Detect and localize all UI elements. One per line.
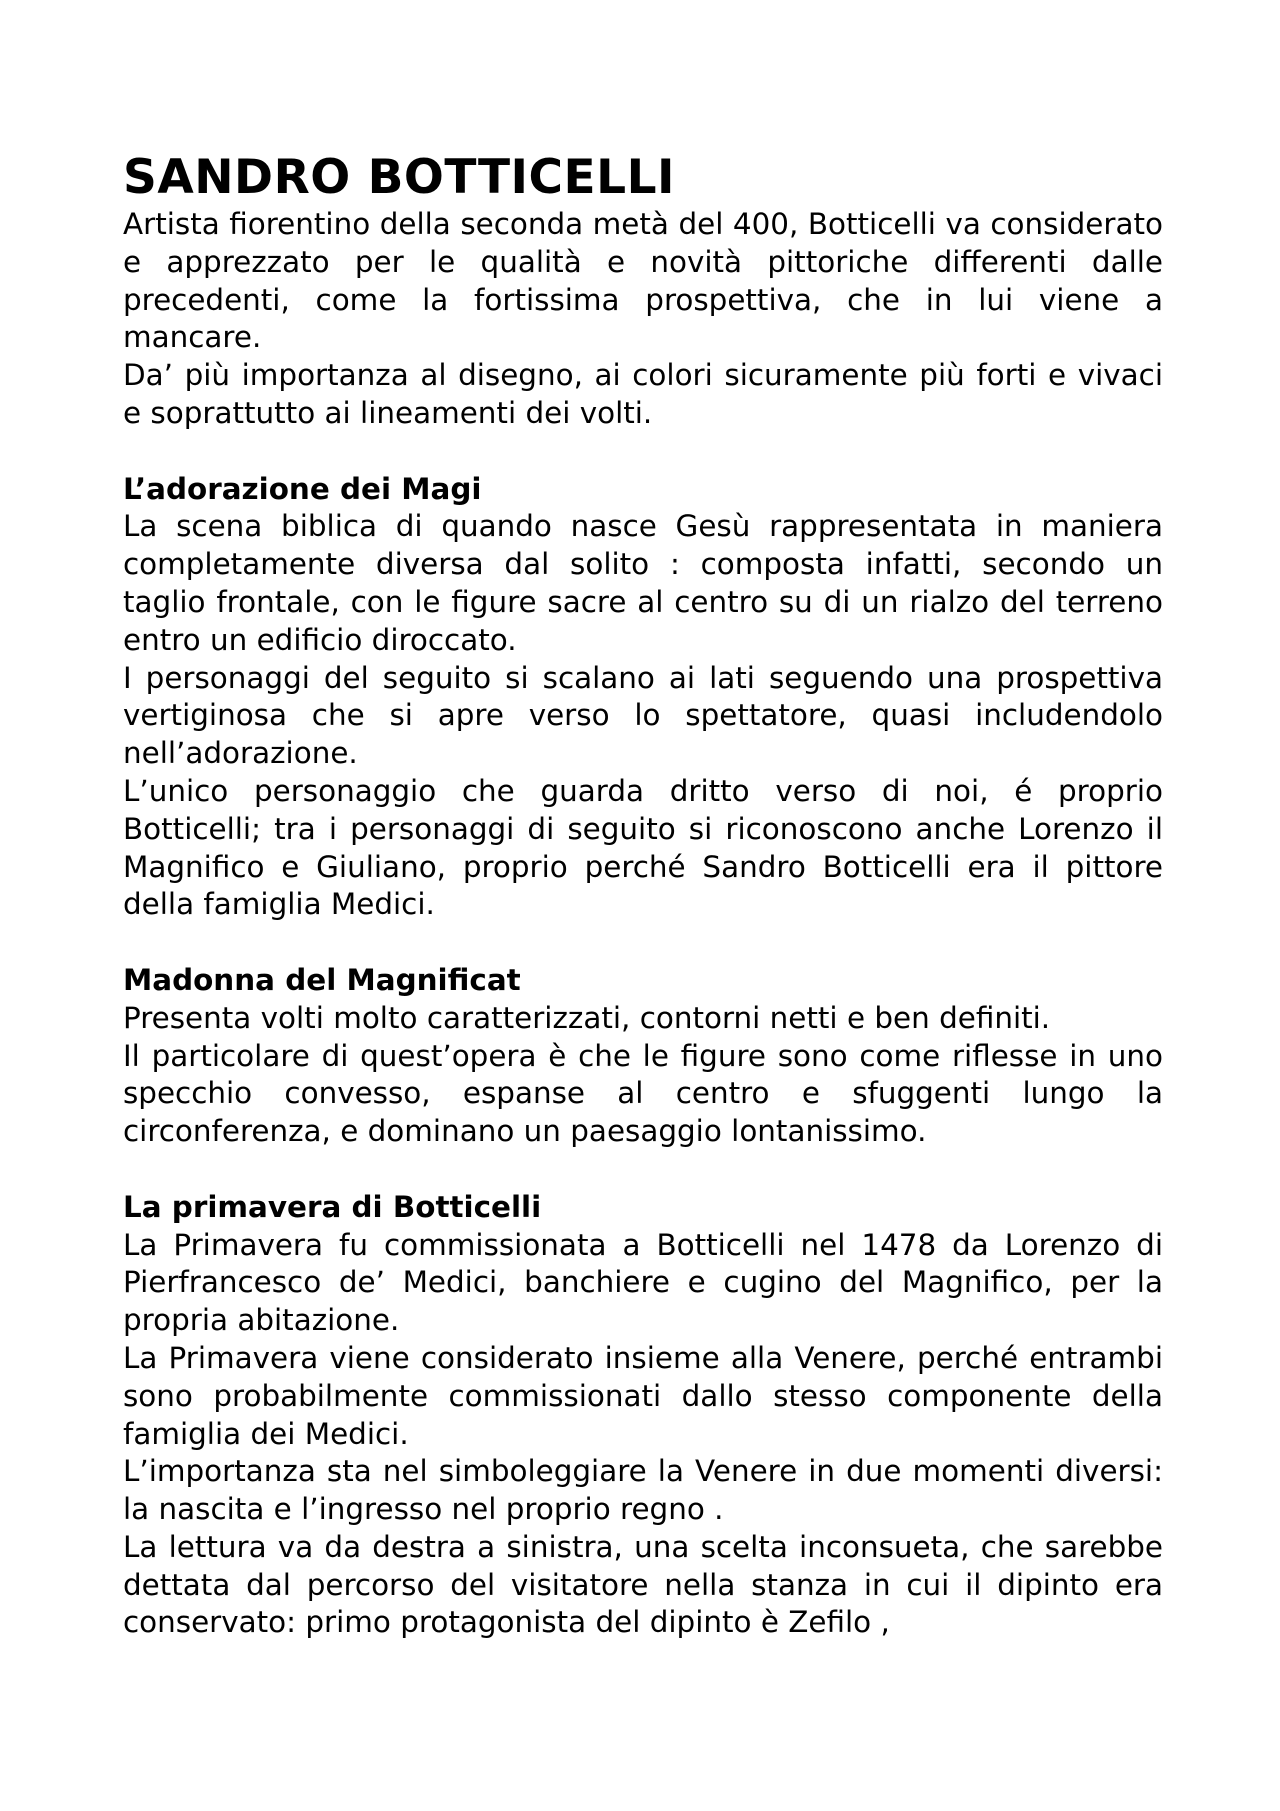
section-heading-magnificat: Madonna del Magnificat: [123, 962, 521, 997]
adorazione-paragraph-2: I personaggi del seguito si scalano ai lati seguendo una prospettiva vertiginosa che si apre verso lo spettatore, quasi includendolo nell’adorazione.: [123, 660, 1163, 771]
document-title: SANDRO BOTTICELLI: [123, 150, 676, 205]
primavera-paragraph-2: La Primavera viene considerato insieme alla Venere, perché entrambi sono probabilmente commissionati dallo stesso componente della famiglia dei Medici.: [123, 1340, 1163, 1451]
adorazione-paragraph-3: L’unico personaggio che guarda dritto verso di noi, é proprio Botticelli; tra i personaggi di seguito si riconoscono anche Lorenzo il Magnifico e Giuliano, proprio perché Sandro Botticelli era il pittore della famiglia Medici.: [123, 773, 1163, 922]
intro-paragraph-2: Da’ più importanza al disegno, ai colori sicuramente più forti e vivaci e soprattutto ai lineamenti dei volti.: [123, 358, 1163, 430]
section-spacer: [123, 1151, 1163, 1189]
document-page: [123, 150, 1163, 1642]
section-spacer: [123, 924, 1163, 962]
magnificat-paragraph-1: Presenta volti molto caratterizzati, contorni netti e ben definiti.: [123, 1000, 1051, 1035]
adorazione-paragraph-1: La scena biblica di quando nasce Gesù rappresentata in maniera completamente diversa dal solito : composta infatti, secondo un taglio frontale, con le figure sacre al centro su di un rialzo del terreno entro un edificio diroccato.: [123, 509, 1163, 657]
magnificat-paragraph-2: Il particolare di quest’opera è che le figure sono come riflesse in uno specchio convesso, espanse al centro e sfuggenti lungo la circonferenza, e dominano un paesaggio lontanissimo.: [123, 1038, 1163, 1149]
section-heading-primavera: La primavera di Botticelli: [123, 1189, 542, 1224]
section-heading-adorazione: L’adorazione dei Magi: [123, 471, 482, 506]
section-spacer: [123, 433, 1163, 471]
primavera-paragraph-3: L’importanza sta nel simboleggiare la Venere in due momenti diversi: la nascita e l’ingresso nel proprio regno .: [123, 1454, 1163, 1527]
primavera-paragraph-4: La lettura va da destra a sinistra, una scelta inconsueta, che sarebbe dettata dal percorso del visitatore nella stanza in cui il dipinto era conservato: primo protagonista del dipinto è Zefilo ,: [123, 1529, 1163, 1640]
intro-paragraph-1: Artista fiorentino della seconda metà del 400, Botticelli va considerato e apprezzato per le qualità e novità pittoriche differenti dalle precedenti, come la fortissima prospettiva, che in lui viene a mancare.: [123, 207, 1163, 355]
primavera-paragraph-1: La Primavera fu commissionata a Botticelli nel 1478 da Lorenzo di Pierfrancesco de’ Medici, banchiere e cugino del Magnifico, per la propria abitazione.: [123, 1227, 1163, 1338]
